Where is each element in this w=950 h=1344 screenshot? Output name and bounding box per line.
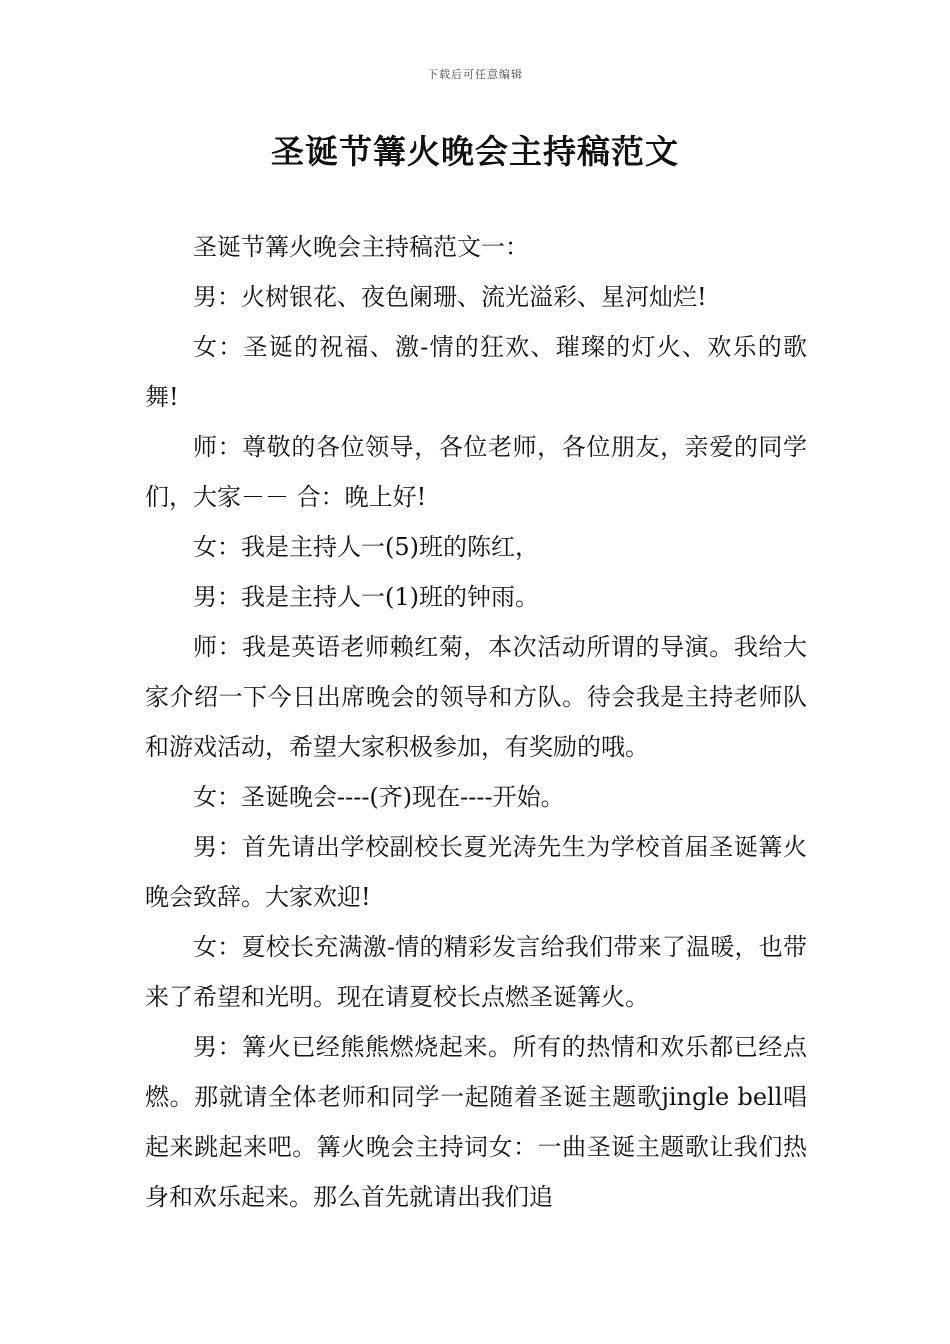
document-title: 圣诞节篝火晚会主持稿范文 [271,132,679,171]
header-note: 下载后可任意编辑 [427,68,523,81]
paragraph: 男：我是主持人一(1)班的钟雨。 [193,583,539,611]
paragraph: 男：火树银花、夜色阑珊、流光溢彩、星河灿烂! [193,283,707,311]
paragraph: 男：篝火已经熊熊燃烧起来。所有的热情和欢乐都已经点燃。那就请全体老师和同学一起随着圣诞主题歌jingle bell唱起来跳起来吧。篝火晚会主持词女：一曲圣诞主题歌让我们热身和欢乐起来。那么首先就请出我们追 [145,1033,807,1211]
paragraph: 女：圣诞晚会----(齐)现在----开始。 [193,783,565,811]
paragraph: 女：夏校长充满激-情的精彩发言给我们带来了温暖，也带来了希望和光明。现在请夏校长点燃圣诞篝火。 [145,933,807,1011]
paragraph: 师：尊敬的各位领导，各位老师，各位朋友，亲爱的同学们，大家－－ 合：晚上好! [145,433,807,511]
paragraph: 男：首先请出学校副校长夏光涛先生为学校首届圣诞篝火晚会致辞。大家欢迎! [145,833,807,911]
paragraph: 女：圣诞的祝福、激-情的狂欢、璀璨的灯火、欢乐的歌舞! [145,333,807,411]
paragraph: 圣诞节篝火晚会主持稿范文一： [193,233,529,261]
paragraph: 师：我是英语老师赖红菊，本次活动所谓的导演。我给大家介绍一下今日出席晚会的领导和方队。待会我是主持老师队和游戏活动，希望大家积极参加，有奖励的哦。 [145,633,807,761]
paragraph: 女：我是主持人一(5)班的陈红， [193,533,539,561]
document-body [145,222,807,1222]
